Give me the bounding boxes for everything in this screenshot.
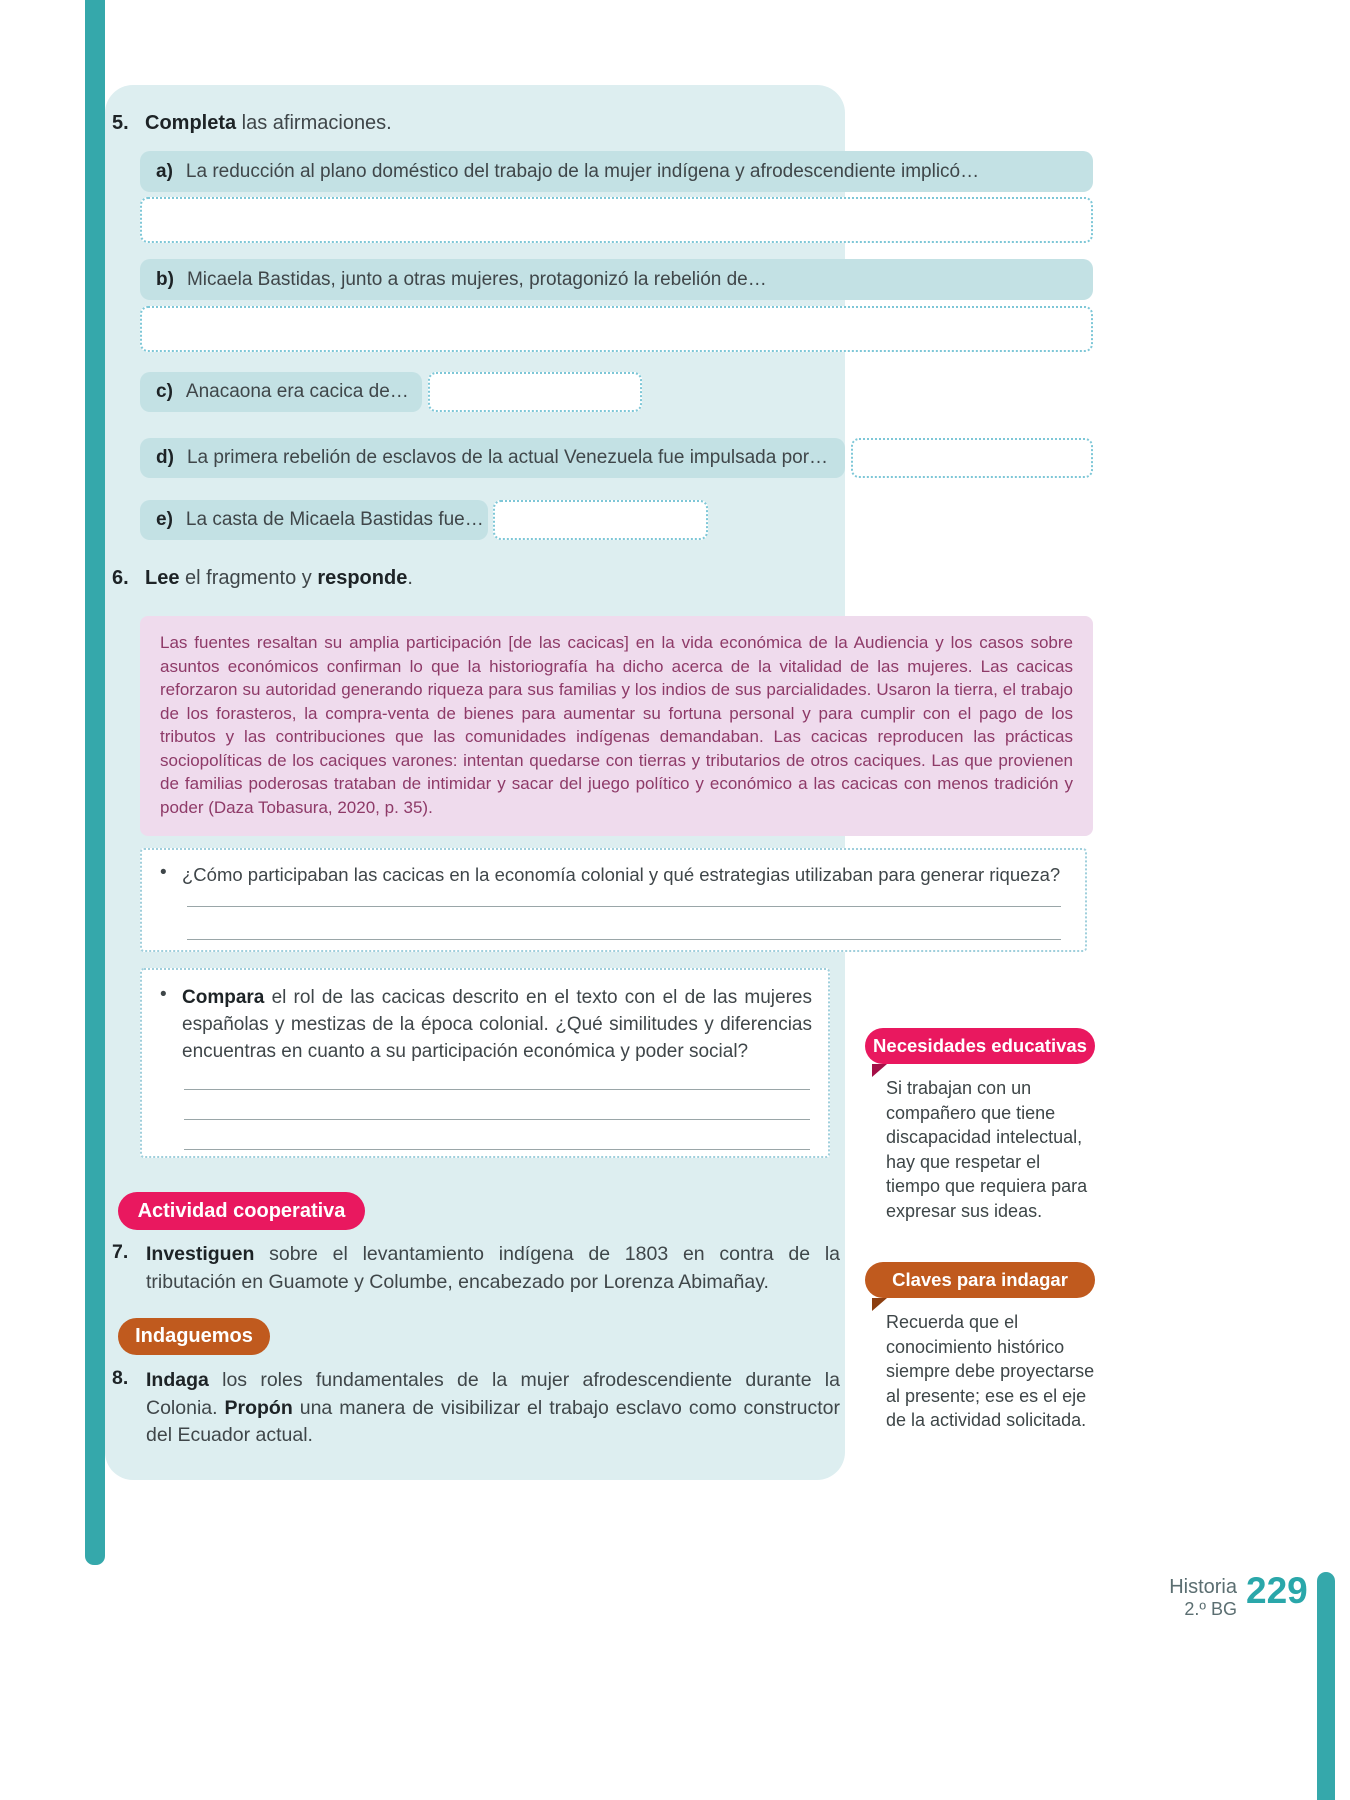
statement-e-label: e) — [156, 509, 173, 530]
statement-b-band — [140, 259, 1093, 300]
bullet-icon: • — [160, 984, 167, 1005]
question-2-text: Compara el rol de las cacicas descrito en el texto con el de las mujeres españolas y mestizas de la época colonial. ¿Qué similitudes y diferencias encuentras en cuanto a su participación económica y poder social? — [182, 987, 812, 1062]
statement-b-text: Micaela Bastidas, junto a otras mujeres, protagonizó la rebelión de… — [186, 268, 767, 290]
left-accent-bar — [85, 0, 105, 1565]
statement-a-label: a) — [156, 160, 173, 182]
statement-d-answer-field[interactable] — [851, 438, 1093, 478]
exercise7-text: Investiguen sobre el levantamiento indígena de 1803 en contra de la tributación en Guamote y Columbe, encabezado por Lorenza Abimañay. — [146, 1243, 840, 1293]
statement-c-band — [140, 372, 422, 412]
statement-d-band — [140, 438, 845, 478]
exercise6-title: Lee el fragmento y responde. — [145, 567, 413, 589]
statement-d-label: d) — [156, 447, 174, 468]
right-accent-bar — [1317, 1572, 1335, 1800]
exercise7-number: 7. — [112, 1241, 129, 1263]
statement-a-answer-field[interactable] — [140, 197, 1093, 243]
answer-line[interactable] — [184, 1149, 810, 1150]
callout-claves-title: Claves para indagar — [865, 1262, 1095, 1298]
statement-e-text: La casta de Micaela Bastidas fue… — [185, 509, 484, 530]
statement-e-band — [140, 500, 488, 540]
statement-c-text: Anacaona era cacica de… — [185, 381, 409, 402]
statement-d-text: La primera rebelión de esclavos de la actual Venezuela fue impulsada por… — [186, 447, 829, 468]
statement-b-label: b) — [156, 268, 174, 290]
ribbon-fold-icon — [872, 1064, 887, 1077]
callout-necesidades-title: Necesidades educativas — [865, 1028, 1095, 1064]
footer-subject-name: Historia — [1169, 1576, 1237, 1598]
answer-line[interactable] — [187, 939, 1061, 940]
ribbon-fold-icon — [872, 1298, 887, 1311]
question-box-1 — [140, 848, 1087, 952]
statement-a-text: La reducción al plano doméstico del trabajo de la mujer indígena y afrodescendiente implicó… — [185, 160, 980, 182]
callout-necesidades-body: Si trabajan con un compañero que tiene discapacidad intelectual, hay que respetar el tiempo que requiera para expresar sus ideas. — [886, 1078, 1088, 1221]
answer-line[interactable] — [187, 906, 1061, 907]
answer-line[interactable] — [184, 1119, 810, 1120]
reading-passage: Las fuentes resaltan su amplia participación [de las cacicas] en la vida económica de la Audiencia y los casos sobre asuntos económicos confirman lo que la historiografía ha dicho acerca de la vitalidad de las mujeres. Las cacicas reforzaron su autoridad generando riqueza para sus familias y los indios de sus parcialidades. Usaron la tierra, el trabajo de los forasteros, la compra-venta de bienes para aumentar su fortuna personal y para cumplir con el pago de los tributos y las contribuciones que las comunidades indígenas demandaban. Las cacicas reproducen las prácticas sociopolíticas de los caciques varones: intentan quedarse con tierras y tributarios de otros caciques. Las que provienen de familias poderosas trataban de intimidar y sacar del juego político y económico a las cacicas con menos tradición y poder (Daza Tobasura, 2020, p. 35). — [140, 616, 1093, 836]
exercise5-title: Completa las afirmaciones. — [145, 112, 392, 134]
question-1-text: ¿Cómo participaban las cacicas en la economía colonial y qué estrategias utilizaban para generar riqueza? — [182, 864, 1061, 885]
footer-grade: 2.º BG — [1184, 1599, 1237, 1619]
exercise8-number: 8. — [112, 1367, 129, 1389]
statement-c-answer-field[interactable] — [428, 372, 642, 412]
exercise8-text: Indaga los roles fundamentales de la mujer afrodescendiente durante la Colonia. Propón una manera de visibilizar el trabajo esclavo como constructor del Ecuador actual. — [146, 1369, 840, 1446]
statement-e-answer-field[interactable] — [493, 500, 708, 540]
footer-subject — [1080, 1576, 1237, 1620]
callout-claves-body: Recuerda que el conocimiento histórico siempre debe proyectarse al presente; ese es el eje de la actividad solicitada. — [886, 1312, 1095, 1430]
question-box-2 — [140, 968, 830, 1158]
bullet-icon: • — [160, 862, 167, 883]
statement-a-band — [140, 151, 1093, 192]
statement-b-answer-field[interactable] — [140, 306, 1093, 352]
exercise5-number: 5. — [112, 112, 129, 134]
statement-c-label: c) — [156, 381, 173, 402]
footer-page-number: 229 — [1246, 1570, 1308, 1611]
section-pill-actividad-cooperativa: Actividad cooperativa — [118, 1192, 365, 1230]
exercise6-number: 6. — [112, 567, 129, 589]
section-pill-indaguemos: Indaguemos — [118, 1318, 270, 1355]
answer-line[interactable] — [184, 1089, 810, 1090]
exercise5-header — [112, 112, 832, 135]
exercise6-header — [112, 567, 832, 590]
